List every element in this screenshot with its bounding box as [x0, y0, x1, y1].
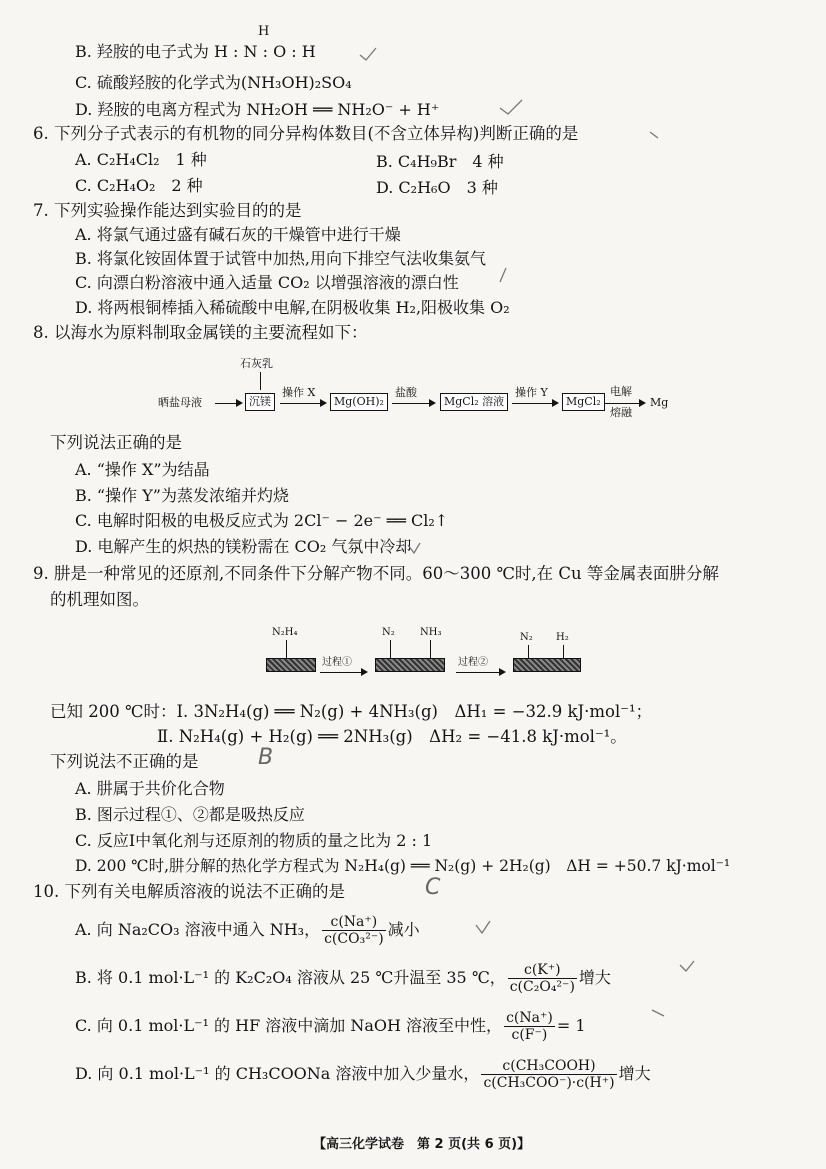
- q10-c-tail: = 1: [556, 1016, 586, 1035]
- q10-d-fraction: [481, 1058, 616, 1091]
- q10-b-fraction: [508, 962, 577, 995]
- diag-stick-3b: [563, 645, 564, 658]
- q10-a-tail: 减小: [387, 920, 420, 939]
- flow-op-y-label: 操作 Y: [515, 386, 548, 399]
- diag-arrow-2: [456, 672, 504, 673]
- flow-lime-arrow: [260, 372, 261, 390]
- tick-mark-q6: [650, 132, 658, 138]
- handwritten-mark-q10: C: [425, 875, 441, 900]
- flow-arrow-2: [392, 403, 434, 404]
- q10-option-c: [75, 1006, 586, 1046]
- q6-option-b: B. C₄H₉Br 4 种: [376, 152, 504, 171]
- diag-arrow-1: [320, 672, 366, 673]
- q10-a-fraction: [322, 914, 386, 947]
- q10-d-denominator: c(CH₃COO⁻)·c(H⁺): [483, 1075, 615, 1091]
- flow-arrow-4: [604, 403, 644, 404]
- handwritten-mark-q9: B: [258, 745, 274, 770]
- diag-stick-1: [286, 640, 287, 658]
- tick-mark-q5b: [360, 48, 376, 60]
- q9-known-line2: Ⅱ. N₂H₄(g) + H₂(g) ══ 2NH₃(g) ΔH₂ = −41.8 kJ·mol⁻¹。: [157, 727, 627, 746]
- q6-stem: 6. 下列分子式表示的有机物的同分异构体数目(不含立体异构)判断正确的是: [33, 124, 579, 143]
- q5-option-b: B. 羟胺的电子式为 H : N : O : H: [75, 42, 316, 61]
- q6-option-d: D. C₂H₆O 3 种: [376, 178, 498, 197]
- tick-mark-q10c: [652, 1010, 664, 1016]
- q10-a-text: A. 向 Na₂CO₃ 溶液中通入 NH₃，: [75, 920, 321, 939]
- q9-option-d: D. 200 ℃时,肼分解的热化学方程式为 N₂H₄(g) ══ N₂(g) + 2H₂(g) ΔH = +50.7 kJ·mol⁻¹: [75, 857, 731, 875]
- q10-d-text: D. 向 0.1 mol·L⁻¹ 的 CH₃COONa 溶液中加入少量水，: [75, 1064, 480, 1083]
- flow-op-x-label: 操作 X: [282, 386, 316, 399]
- tick-mark-q7c: [500, 268, 506, 282]
- flow-lime-label: 石灰乳: [240, 357, 273, 370]
- q7-option-a: A. 将氯气通过盛有碱石灰的干燥管中进行干燥: [75, 225, 401, 244]
- q7-option-b: B. 将氯化铵固体置于试管中加热,用向下排空气法收集氨气: [75, 249, 487, 268]
- q9-prompt: 下列说法不正确的是: [50, 752, 199, 771]
- q10-c-denominator: c(F⁻): [511, 1027, 548, 1043]
- q8-option-a: A. “操作 X”为结晶: [75, 460, 210, 479]
- diag-nh3-label: NH₃: [420, 627, 442, 638]
- q10-b-text: B. 将 0.1 mol·L⁻¹ 的 K₂C₂O₄ 溶液从 25 ℃升温至 35 ℃，: [75, 968, 506, 987]
- q10-c-numerator: c(Na⁺): [506, 1010, 553, 1026]
- q10-c-text: C. 向 0.1 mol·L⁻¹ 的 HF 溶液中滴加 NaOH 溶液至中性，: [75, 1016, 503, 1035]
- flow-hcl-label: 盐酸: [395, 386, 417, 399]
- diag-process1-label: 过程①: [322, 657, 352, 668]
- q10-d-tail: 增大: [618, 1064, 651, 1083]
- flow-box-mgcl2: MgCl₂: [562, 393, 605, 411]
- q7-stem: 7. 下列实验操作能达到实验目的的是: [33, 201, 302, 220]
- flow-arrow-1: [280, 403, 325, 404]
- q9-stem-line2: 的机理如图。: [50, 590, 149, 609]
- flow-arrow-0: [215, 403, 241, 404]
- q5-option-d: D. 羟胺的电离方程式为 NH₂OH ══ NH₂O⁻ + H⁺: [75, 100, 440, 119]
- q7-option-c: C. 向漂白粉溶液中通入适量 CO₂ 以增强溶液的漂白性: [75, 273, 459, 292]
- q8-prompt: 下列说法正确的是: [50, 433, 182, 452]
- flow-start-label: 晒盐母液: [158, 396, 202, 409]
- q9-known-line1: 已知 200 ℃时：Ⅰ. 3N₂H₄(g) ══ N₂(g) + 4NH₃(g) ΔH₁ = −32.9 kJ·mol⁻¹；: [50, 702, 653, 721]
- q8-option-b: B. “操作 Y”为蒸发浓缩并灼烧: [75, 486, 289, 505]
- q5-option-c: C. 硫酸羟胺的化学式为(NH₃OH)₂SO₄: [75, 73, 352, 92]
- q7-option-d: D. 将两根铜棒插入稀硫酸中电解,在阴极收集 H₂,阳极收集 O₂: [75, 298, 510, 317]
- q9-option-c: C. 反应Ⅰ中氧化剂与还原剂的物质的量之比为 2 : 1: [75, 831, 433, 850]
- q10-b-denominator: c(C₂O₄²⁻): [509, 979, 575, 995]
- q9-option-a: A. 肼属于共价化合物: [75, 779, 225, 798]
- q9-option-b: B. 图示过程①、②都是吸热反应: [75, 805, 305, 824]
- tick-mark-q10a: [476, 921, 490, 933]
- q10-b-numerator: c(K⁺): [508, 962, 577, 979]
- flow-box-mgoh2: Mg(OH)₂: [330, 393, 388, 411]
- diag-n2h4-label: N₂H₄: [272, 627, 298, 638]
- q10-stem: 10. 下列有关电解质溶液的说法不正确的是: [33, 882, 345, 901]
- diag-n2-label-2: N₂: [520, 632, 533, 643]
- q10-c-fraction: [504, 1010, 555, 1043]
- q10-option-a: [75, 910, 420, 950]
- q6-option-a: A. C₂H₄Cl₂ 1 种: [75, 150, 207, 169]
- diag-surface-2: [375, 658, 445, 672]
- page-footer: 【高三化学试卷 第 2 页(共 6 页)】: [313, 1137, 531, 1152]
- diag-n2-label-1: N₂: [382, 627, 395, 638]
- q10-option-b: [75, 958, 611, 998]
- flow-arrow-3: [512, 403, 557, 404]
- flow-box-precipitate: 沉镁: [245, 393, 275, 411]
- q8-option-d: D. 电解产生的炽热的镁粉需在 CO₂ 气氛中冷却: [75, 537, 412, 556]
- q10-b-tail: 增大: [578, 968, 611, 987]
- q6-option-c: C. C₂H₄O₂ 2 种: [75, 176, 203, 195]
- flow-molten-label: 熔融: [610, 406, 632, 419]
- diag-stick-3a: [528, 645, 529, 658]
- diag-surface-1: [266, 658, 316, 672]
- flow-electrolysis-label: 电解: [610, 385, 632, 398]
- q8-stem: 8. 以海水为原料制取金属镁的主要流程如下：: [33, 323, 368, 342]
- q10-d-numerator: c(CH₃COOH): [481, 1058, 616, 1075]
- q9-stem-line1: 9. 肼是一种常见的还原剂,不同条件下分解产物不同。60～300 ℃时,在 Cu 等金属表面肼分解: [33, 564, 719, 583]
- tick-mark-q10b: [680, 961, 694, 971]
- q5-option-b-h-top: H: [258, 24, 270, 39]
- diag-stick-2b: [430, 640, 431, 658]
- diag-stick-2a: [390, 640, 391, 658]
- diag-surface-3: [513, 658, 581, 672]
- diag-h2-label: H₂: [556, 632, 569, 643]
- flow-box-mgcl2-solution: MgCl₂ 溶液: [440, 393, 508, 411]
- q10-a-denominator: c(CO₃²⁻): [324, 931, 384, 947]
- q8-option-c: C. 电解时阳极的电极反应式为 2Cl⁻ − 2e⁻ ══ Cl₂↑: [75, 511, 449, 530]
- tick-mark-q5d: [500, 100, 522, 114]
- q10-a-numerator: c(Na⁺): [322, 914, 386, 931]
- flow-end-label: Mg: [650, 396, 669, 409]
- diag-process2-label: 过程②: [458, 657, 488, 668]
- q10-option-d: [75, 1054, 651, 1094]
